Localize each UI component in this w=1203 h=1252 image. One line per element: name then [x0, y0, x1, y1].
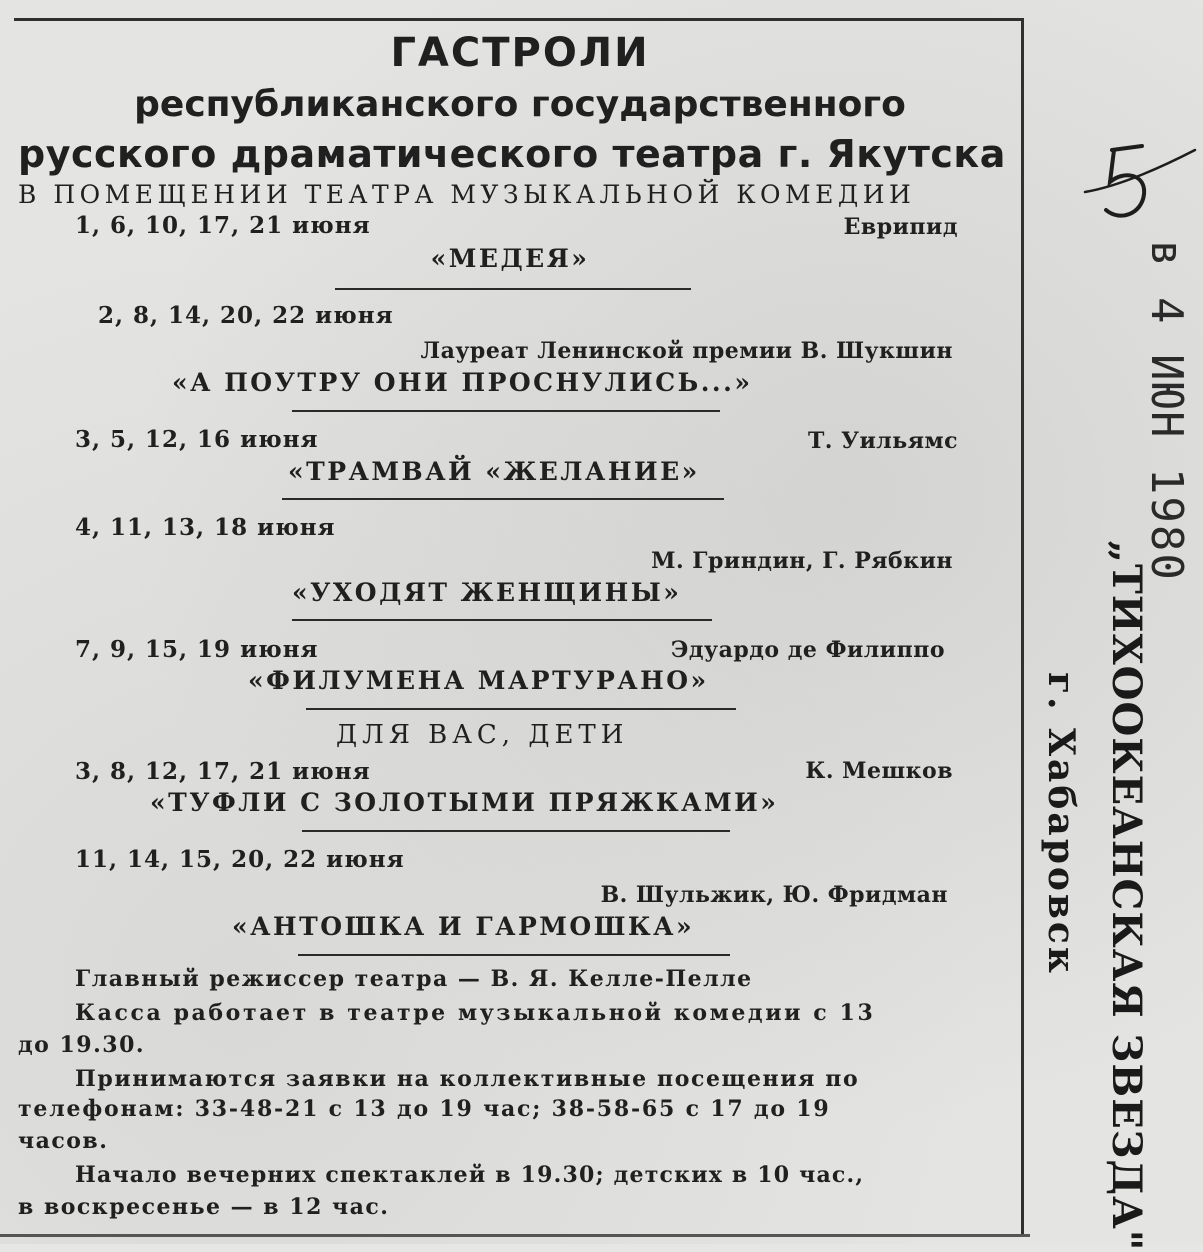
play-author: К. Мешков — [805, 758, 953, 784]
divider — [292, 410, 720, 412]
director-line: Главный режиссер театра — В. Я. Келле-Пелле — [75, 966, 753, 992]
play-title: «АНТОШКА И ГАРМОШКА» — [232, 912, 695, 941]
city-stamp: г. Хабаровск — [1040, 672, 1082, 976]
bottom-border — [0, 1234, 1030, 1237]
play-title: «ФИЛУМЕНА МАРТУРАНО» — [248, 666, 709, 695]
header-theatre: русского драматического театра г. Якутска — [18, 132, 1006, 176]
play-dates: 1, 6, 10, 17, 21 июня — [75, 212, 371, 239]
newspaper-name-stamp: „ТИХООКЕАНСКАЯ ЗВЕЗДА" — [1103, 540, 1150, 1252]
sunday-time-line: в воскресенье — в 12 час. — [18, 1194, 390, 1220]
play-dates: 11, 14, 15, 20, 22 июня — [75, 846, 405, 873]
divider — [335, 288, 691, 290]
divider — [302, 830, 730, 832]
kids-heading: ДЛЯ ВАС, ДЕТИ — [336, 720, 629, 750]
box-office-hours: до 19.30. — [18, 1032, 146, 1058]
play-dates: 4, 11, 13, 18 июня — [75, 514, 336, 541]
play-title: «ТУФЛИ С ЗОЛОТЫМИ ПРЯЖКАМИ» — [150, 788, 779, 817]
play-dates: 3, 8, 12, 17, 21 июня — [75, 758, 371, 785]
orders-phones: телефонам: 33-48-21 с 13 до 19 час; 38-58-65 с 17 до 19 — [18, 1096, 831, 1122]
play-author: Т. Уильямс — [807, 428, 958, 454]
divider — [298, 954, 730, 956]
divider — [306, 708, 736, 710]
play-title: «МЕДЕЯ» — [430, 244, 590, 273]
orders-end: часов. — [18, 1128, 109, 1154]
venue-line: В ПОМЕЩЕНИИ ТЕАТРА МУЗЫКАЛЬНОЙ КОМЕДИИ — [18, 180, 916, 209]
play-dates: 3, 5, 12, 16 июня — [75, 426, 319, 453]
play-author: М. Гриндин, Г. Рябкин — [651, 548, 953, 574]
header-subtitle: республиканского государственного — [134, 84, 906, 125]
play-dates: 2, 8, 14, 20, 22 июня — [98, 302, 394, 329]
orders-line: Принимаются заявки на коллективные посещения по — [75, 1066, 860, 1092]
play-author: В. Шульжик, Ю. Фридман — [600, 882, 948, 908]
play-title: «ТРАМВАЙ «ЖЕЛАНИЕ» — [288, 457, 700, 486]
box-office-line: Касса работает в театре музыкальной комедии с 13 — [75, 1000, 876, 1026]
handwritten-mark-icon — [1080, 130, 1200, 240]
start-time-line: Начало вечерних спектаклей в 19.30; детских в 10 час., — [75, 1162, 865, 1188]
play-dates: 7, 9, 15, 19 июня — [75, 636, 319, 663]
play-title: «УХОДЯТ ЖЕНЩИНЫ» — [292, 578, 682, 607]
play-author: Лауреат Ленинской премии В. Шукшин — [420, 338, 953, 364]
play-title: «А ПОУТРУ ОНИ ПРОСНУЛИСЬ...» — [172, 368, 753, 397]
play-author: Еврипид — [843, 214, 958, 240]
header-title: ГАСТРОЛИ — [390, 30, 650, 76]
divider — [282, 498, 724, 500]
play-author: Эдуардо де Филиппо — [670, 637, 945, 663]
divider — [292, 619, 712, 621]
archive-date-stamp: в 4 ИЮН 1980 — [1141, 240, 1192, 582]
